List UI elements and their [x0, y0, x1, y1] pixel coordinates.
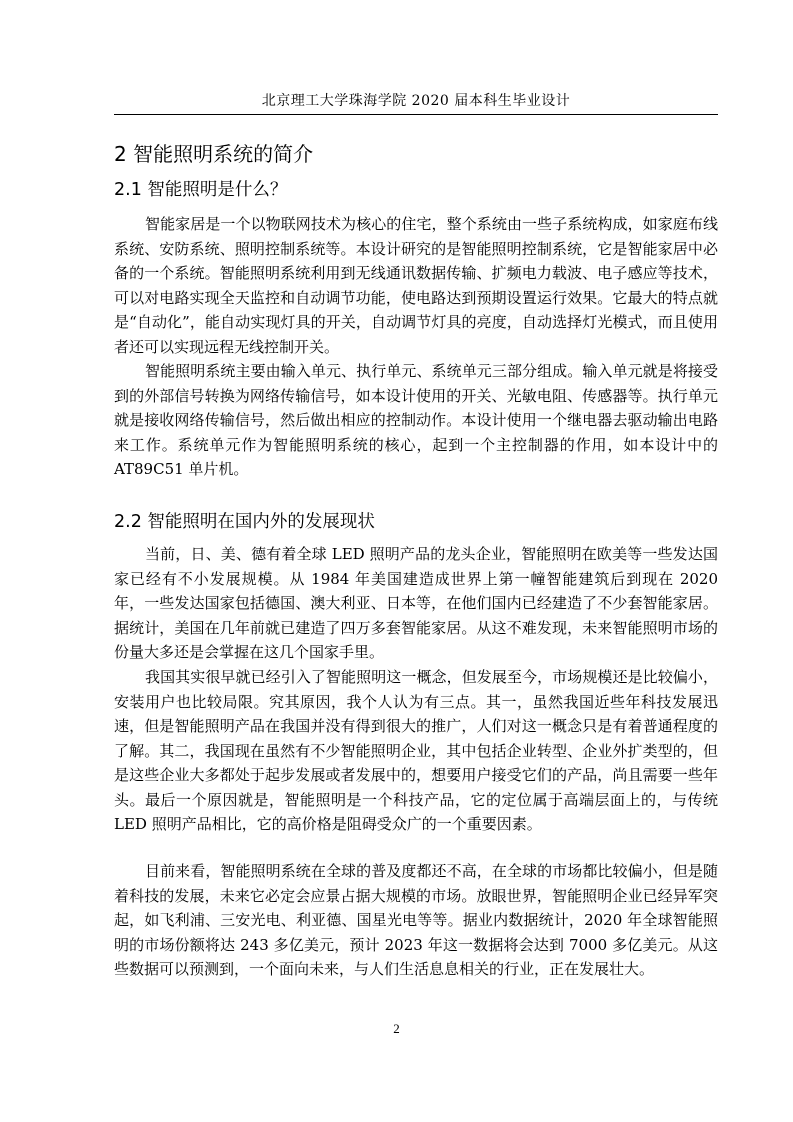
paragraph: 智能家居是一个以物联网技术为核心的住宅，整个系统由一些子系统构成，如家庭布线系统、安防系统、照明控制系统等。本设计研究的是智能照明控制系统，它是智能家居中必备的一个系统。智能照明系统利用到无线通讯数据传输、扩频电力载波、电子感应等技术，可以对电路实现全天监控和自动调节功能，使电路达到预期设置运行效果。它最大的特点就是“自动化”，能自动实现灯具的开关，自动调节灯具的亮度，自动选择灯光模式，而且使用者还可以实现远程无线控制开关。 [114, 215, 718, 356]
paragraph: 智能照明系统主要由输入单元、执行单元、系统单元三部分组成。输入单元就是将接受到的外部信号转换为网络传输信号，如本设计使用的开关、光敏电阻、传感器等。执行单元就是接收网络传输信号，然后做出相应的控制动作。本设计使用一个继电器去驱动输出电路来工作。系统单元作为智能照明系统的核心，起到一个主控制器的作用，如本设计中的 AT89C51 单片机。 [114, 362, 718, 478]
paragraph: 目前来看，智能照明系统在全球的普及度都还不高，在全球的市场都比较偏小，但是随着科技的发展，未来它必定会应景占据大规模的市场。放眼世界，智能照明企业已经异军突起，如飞利浦、三安光电、利亚德、国星光电等等。据业内数据统计，2020 年全球智能照明的市场份额将达 243 多亿美元，预计 2023 年这一数据将会达到 7000 多亿美元。从这些数据可以预测到，一个面向未来，与人们生活息息相关的行业，正在发展壮大。 [114, 862, 718, 978]
paragraph: 我国其实很早就已经引入了智能照明这一概念，但发展至今，市场规模还是比较偏小，安装用户也比较局限。究其原因，我个人认为有三点。其一，虽然我国近些年科技发展迅速，但是智能照明产品在我国并没有得到很大的推广，人们对这一概念只是有着普通程度的了解。其二，我国现在虽然有不少智能照明企业，其中包括企业转型、企业外扩类型的，但是这些企业大多都处于起步发展或者发展中的，想要用户接受它们的产品，尚且需要一些年头。最后一个原因就是，智能照明是一个科技产品，它的定位属于高端层面上的，与传统 LED 照明产品相比，它的高价格是阻碍受众广的一个重要因素。 [114, 668, 718, 833]
page-number: 2 [393, 1021, 400, 1036]
header-divider [114, 114, 718, 115]
section-heading-2-2: 2.2 智能照明在国内外的发展现状 [114, 512, 375, 532]
section-heading-2-1: 2.1 智能照明是什么？ [114, 180, 288, 200]
paragraph: 当前，日、美、德有着全球 LED 照明产品的龙头企业，智能照明在欧美等一些发达国家已经有不小发展规模。从 1984 年美国建造成世界上第一幢智能建筑后到现在 2020 年，一些发达国家包括德国、澳大利亚、日本等，在他们国内已经建造了不少套智能家居。据统计，美国在几年前就已建造了四万多套智能家居。从这不难发现，未来智能照明市场的份量大多还是会掌握在这几个国家手里。 [114, 545, 718, 661]
chapter-title: 2 智能照明系统的简介 [114, 142, 314, 166]
page-header: 北京理工大学珠海学院 2020 届本科生毕业设计 [261, 93, 571, 109]
